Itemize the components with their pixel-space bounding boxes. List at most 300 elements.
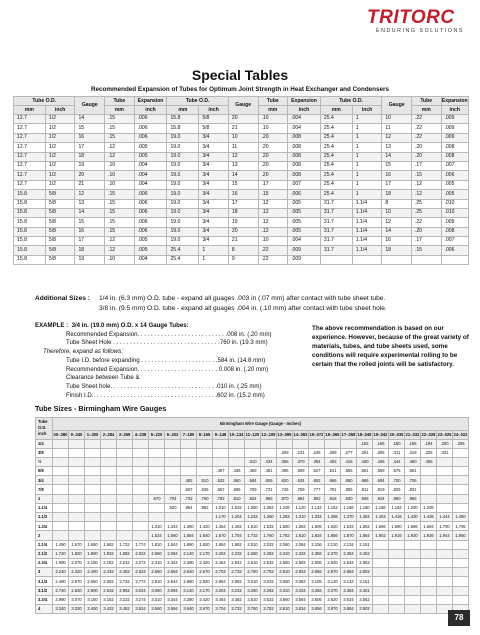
table-cell: 3.032 <box>261 577 277 586</box>
table-cell <box>437 485 453 494</box>
table-cell: 25.4 <box>320 180 352 189</box>
table-cell <box>373 595 389 604</box>
table-cell: .009 <box>441 115 468 124</box>
table-cell: 2.151 <box>357 540 373 549</box>
table-cell: 19.0 <box>167 161 199 170</box>
table-row <box>36 522 469 531</box>
table-cell: 1.774 <box>133 540 149 549</box>
table-cell: 2.820 <box>69 586 85 595</box>
table-cell: 3.640 <box>181 604 197 613</box>
table-cell: 2.310 <box>149 558 165 567</box>
table-row <box>36 604 469 613</box>
expansion-table-body <box>14 115 469 265</box>
table-cell: 2.432 <box>101 568 117 577</box>
table-cell <box>101 467 117 476</box>
table-cell <box>69 522 85 531</box>
table-cell: 1.532 <box>261 522 277 531</box>
table-cell: 3.232 <box>117 595 133 604</box>
table-cell: 2.902 <box>357 568 373 577</box>
table-cell <box>117 457 133 466</box>
table-cell: .356 <box>277 457 293 466</box>
table-cell: 1.1/4 <box>352 218 382 227</box>
table-cell <box>352 255 382 264</box>
table-row <box>36 595 469 604</box>
table-cell: 2.634 <box>341 558 357 567</box>
table-cell: .709 <box>245 485 261 494</box>
table-row <box>14 143 469 152</box>
recommendation-note: The above recommendation is based on our experience. However, because of the great variety of materials, tubes, and tube sheets used, some conditions will require experimental rolling to be certain that the rolled joints will be satisfactory. <box>312 325 469 368</box>
table-cell <box>117 476 133 485</box>
table-cell: 14 <box>75 208 105 217</box>
table-cell <box>85 494 101 503</box>
table-cell <box>320 255 352 264</box>
table-cell: 1.420 <box>197 522 213 531</box>
th-gauge: 3-.259 <box>117 431 133 440</box>
bwg-table <box>35 417 469 614</box>
table-cell: .12 <box>258 218 288 227</box>
table-cell: .810 <box>229 494 245 503</box>
table-row <box>14 161 469 170</box>
table-cell: 3.120 <box>325 577 341 586</box>
table-cell: 2.606 <box>309 558 325 567</box>
table-cell: .10 <box>105 161 135 170</box>
table-cell: 1/2 <box>45 161 75 170</box>
th-gauge: 0-.340 <box>69 431 85 440</box>
table-cell: 10 <box>382 208 412 217</box>
table-cell: 3.274 <box>133 595 149 604</box>
table-cell <box>421 595 437 604</box>
table-cell: .370 <box>293 457 309 466</box>
table-cell <box>197 513 213 522</box>
table-cell <box>181 457 197 466</box>
table-cell <box>149 448 165 457</box>
table-cell: 1.954 <box>213 540 229 549</box>
table-cell: 25.4 <box>320 190 352 199</box>
row-od: 3 <box>36 568 53 577</box>
table-cell: .15 <box>105 208 135 217</box>
table-cell: 25.4 <box>320 115 352 124</box>
table-cell: .20 <box>258 152 288 161</box>
table-cell: 19.0 <box>167 152 199 161</box>
table-cell: 2.370 <box>325 549 341 558</box>
table-row <box>14 124 469 133</box>
table-cell: .384 <box>309 457 325 466</box>
th-gauge: 7-.180 <box>181 431 197 440</box>
table-cell: 25.4 <box>167 246 199 255</box>
table-cell: .12 <box>411 190 441 199</box>
table-cell: 15.8 <box>14 255 46 264</box>
row-od: 4 <box>36 604 53 613</box>
table-cell: 2.260 <box>245 549 261 558</box>
table-cell: 1.810 <box>293 531 309 540</box>
table-cell <box>373 568 389 577</box>
table-cell: .20 <box>258 143 288 152</box>
table-cell: 3.401 <box>357 586 373 595</box>
table-cell: .006 <box>134 190 167 199</box>
table-cell <box>453 485 469 494</box>
table-cell: .17 <box>411 161 441 170</box>
table-cell: .436 <box>373 457 389 466</box>
table-cell: 2.650 <box>85 577 101 586</box>
table-cell: 3.560 <box>277 595 293 604</box>
table-cell: .561 <box>357 467 373 476</box>
table-cell: 10 <box>228 133 258 142</box>
table-cell <box>101 503 117 512</box>
table-cell: 3.454 <box>213 595 229 604</box>
table-cell: 1.430 <box>405 513 421 522</box>
table-cell: 16 <box>382 171 412 180</box>
row-od: 1.3/4 <box>36 522 53 531</box>
table-cell: 1/2 <box>45 152 75 161</box>
table-cell <box>453 577 469 586</box>
table-cell: 10 <box>382 115 412 124</box>
table-cell: .008 <box>288 133 321 142</box>
table-cell: 3/4 <box>199 133 229 142</box>
table-cell <box>437 549 453 558</box>
table-cell: 3.510 <box>245 595 261 604</box>
table-cell: .22 <box>411 133 441 142</box>
row-od: 2.1/2 <box>36 549 53 558</box>
table-row <box>36 549 469 558</box>
table-cell: .17 <box>258 180 288 189</box>
table-cell: 2.954 <box>213 577 229 586</box>
table-cell: .006 <box>441 246 468 255</box>
table-cell <box>165 513 181 522</box>
table-cell: 1.436 <box>421 513 437 522</box>
table-cell: 15.8 <box>167 115 199 124</box>
table-cell <box>149 476 165 485</box>
table-cell: 2.320 <box>69 568 85 577</box>
table-cell: 3.060 <box>149 586 165 595</box>
table-cell <box>53 467 69 476</box>
table-cell: 12 <box>382 133 412 142</box>
table-cell <box>405 549 421 558</box>
additional-line-1: 1/4 in. (6.3 mm) O.D. tube - expand all guages .003 in (.07 mm) after contact with tube sheet tube. <box>99 295 386 302</box>
table-row <box>36 568 469 577</box>
table-cell: 2.402 <box>357 549 373 558</box>
th-tube-od-2: Tube O.D. <box>167 97 228 106</box>
table-cell: .954 <box>181 503 197 512</box>
logo-tagline: ENDURING SOLUTIONS <box>376 28 464 34</box>
table-cell <box>421 549 437 558</box>
table-cell: 2.070 <box>69 558 85 567</box>
table-cell: 1.170 <box>213 513 229 522</box>
table-cell: .416 <box>341 457 357 466</box>
table-cell: 2.760 <box>245 568 261 577</box>
table-cell: .005 <box>134 246 167 255</box>
table-cell: 1/2 <box>45 180 75 189</box>
table-cell: 14 <box>75 115 105 124</box>
table-cell: .10 <box>258 124 288 133</box>
table-cell: 3/4 <box>199 199 229 208</box>
table-cell <box>453 503 469 512</box>
table-cell: 1.920 <box>197 540 213 549</box>
th-unit: mm <box>105 106 135 115</box>
table-cell: .005 <box>134 152 167 161</box>
table-cell <box>149 439 165 448</box>
table-row <box>36 577 469 586</box>
table-cell <box>117 494 133 503</box>
table-cell: 2.170 <box>197 549 213 558</box>
table-cell: 13 <box>382 143 412 152</box>
table-cell: 16 <box>228 190 258 199</box>
table-cell: 19.0 <box>167 218 199 227</box>
table-cell: 2.182 <box>101 558 117 567</box>
table-cell: 2.482 <box>117 568 133 577</box>
table-cell: 1.950 <box>453 531 469 540</box>
table-cell <box>165 485 181 494</box>
table-cell <box>373 549 389 558</box>
table-cell <box>149 467 165 476</box>
table-cell: 3.620 <box>325 595 341 604</box>
table-row <box>36 457 469 466</box>
table-cell: 25.4 <box>320 161 352 170</box>
table-cell: 5/8 <box>45 237 75 246</box>
table-cell: .10 <box>258 115 288 124</box>
table-cell <box>133 439 149 448</box>
table-cell: .15 <box>105 124 135 133</box>
table-cell: .606 <box>261 476 277 485</box>
table-cell: 3.902 <box>357 604 373 613</box>
table-cell: 2.390 <box>181 558 197 567</box>
row-od: 5/8 <box>36 467 53 476</box>
table-cell: 2.732 <box>117 577 133 586</box>
table-cell: 16 <box>75 133 105 142</box>
table-cell: 1.820 <box>69 549 85 558</box>
table-cell: 1.990 <box>53 558 69 567</box>
table-cell <box>133 513 149 522</box>
table-cell: 20 <box>75 171 105 180</box>
table-cell <box>421 476 437 485</box>
table-cell: 1 <box>352 180 382 189</box>
table-cell <box>373 540 389 549</box>
table-cell: 2.682 <box>101 577 117 586</box>
table-cell <box>149 457 165 466</box>
table-cell <box>405 604 421 613</box>
table-row <box>36 558 469 567</box>
table-cell: .009 <box>288 246 321 255</box>
table-cell: 1.380 <box>181 522 197 531</box>
table-cell: 17 <box>228 199 258 208</box>
th-expansion-1: Expansion <box>134 97 167 106</box>
table-cell <box>133 494 149 503</box>
table-cell: 1.810 <box>149 540 165 549</box>
table-cell: 1/2 <box>45 115 75 124</box>
table-cell: 12.7 <box>14 143 46 152</box>
table-cell: 2.120 <box>325 540 341 549</box>
table-cell <box>85 531 101 540</box>
table-cell: 11 <box>382 124 412 133</box>
table-cell: .657 <box>213 485 229 494</box>
th-gauge: 21-.032 <box>405 431 421 440</box>
table-row <box>14 180 469 189</box>
additional-line-2: 3/8 in. (9.5 mm) O.D. tube - expand all guages .004 in. (.10 mm) after contact with tube sheet hole. <box>99 305 387 313</box>
table-row <box>36 494 469 503</box>
example-line: Tube I.D. before expanding . . . . . . . . . . . . . . . . . . . . . . .584 in. (14.8 mm) <box>66 356 266 364</box>
table-cell: 3/4 <box>199 208 229 217</box>
table-cell: 1.760 <box>261 531 277 540</box>
table-cell: 1.936 <box>421 531 437 540</box>
th-unit: mm <box>14 106 46 115</box>
table-cell <box>69 457 85 466</box>
table-cell <box>69 439 85 448</box>
table-cell: 1.334 <box>309 513 325 522</box>
table-cell: 19 <box>75 255 105 264</box>
table-cell <box>53 503 69 512</box>
table-cell: 3.140 <box>181 586 197 595</box>
table-row <box>14 227 469 236</box>
table-cell: .310 <box>245 457 261 466</box>
table-cell: .005 <box>288 199 321 208</box>
table-cell: 2.510 <box>245 558 261 567</box>
table-cell: 1.704 <box>229 531 245 540</box>
table-cell: 2.384 <box>341 549 357 558</box>
table-cell: .20 <box>411 143 441 152</box>
table-cell <box>437 494 453 503</box>
table-cell: 1 <box>199 255 229 264</box>
table-cell <box>453 494 469 503</box>
table-cell: 8 <box>228 246 258 255</box>
table1-title: Recommended Expansion of Tubes for Optimum Joint Strength in Heat Exchanger and Condensers <box>91 86 389 93</box>
table-cell: 2.334 <box>293 549 309 558</box>
table-cell: 2.732 <box>229 568 245 577</box>
table-cell: .12 <box>411 180 441 189</box>
table-cell: 15 <box>75 218 105 227</box>
table-cell: 3.606 <box>309 595 325 604</box>
table-cell: 1.1/4 <box>352 227 382 236</box>
table-cell: 3/4 <box>199 143 229 152</box>
table-cell <box>53 522 69 531</box>
table-cell: .870 <box>277 494 293 503</box>
table-cell <box>181 513 197 522</box>
table-cell: .704 <box>165 494 181 503</box>
th-gauge: 18-.049 <box>357 431 373 440</box>
table-cell <box>53 513 69 522</box>
table-row <box>36 513 469 522</box>
table-cell: 19.0 <box>167 199 199 208</box>
table-cell <box>389 568 405 577</box>
table-cell <box>437 457 453 466</box>
table-cell: 3.320 <box>69 604 85 613</box>
table-cell <box>53 485 69 494</box>
table-cell: .259 <box>325 448 341 457</box>
table-cell <box>117 448 133 457</box>
th-gauge: 4-.238 <box>133 431 149 440</box>
table-cell: .15 <box>258 190 288 199</box>
table-cell <box>85 476 101 485</box>
table-cell: .008 <box>288 152 321 161</box>
th-od-word3: inch <box>38 431 47 437</box>
table-cell: 1.1/4 <box>352 199 382 208</box>
table-cell <box>181 448 197 457</box>
table-cell <box>453 540 469 549</box>
table-cell: 12 <box>382 218 412 227</box>
table-cell: .920 <box>165 503 181 512</box>
table-cell: 1.902 <box>373 531 389 540</box>
table-cell: .20 <box>258 171 288 180</box>
table-cell: .311 <box>389 448 405 457</box>
table-cell: 3.884 <box>341 604 357 613</box>
tritorc-logo <box>367 8 473 34</box>
table-cell: 2.810 <box>277 568 293 577</box>
table-cell: .15 <box>105 115 135 124</box>
table-cell: 1.010 <box>213 503 229 512</box>
table-cell: 1.166 <box>341 503 357 512</box>
table-cell: 12.7 <box>14 171 46 180</box>
table-cell <box>165 439 181 448</box>
table-cell <box>133 448 149 457</box>
table-cell <box>85 467 101 476</box>
table-cell: .006 <box>441 171 468 180</box>
table-cell: .334 <box>261 457 277 466</box>
th-gauge: 17-.058 <box>341 431 357 440</box>
table-cell: .194 <box>421 439 437 448</box>
table-cell: 3/4 <box>199 218 229 227</box>
table-cell: .006 <box>134 124 167 133</box>
table-cell: .670 <box>149 494 165 503</box>
table-cell <box>53 531 69 540</box>
table-cell: 3/4 <box>199 190 229 199</box>
table-cell <box>437 595 453 604</box>
table-cell: .936 <box>357 494 373 503</box>
table-cell: 15 <box>75 124 105 133</box>
table-cell <box>117 485 133 494</box>
table-cell <box>405 595 421 604</box>
table-cell: .008 <box>441 227 468 236</box>
table-cell: .22 <box>411 218 441 227</box>
table-cell <box>101 494 117 503</box>
table-cell: 1.620 <box>325 522 341 531</box>
table-cell <box>69 448 85 457</box>
table-cell <box>405 568 421 577</box>
table-cell <box>165 448 181 457</box>
table-cell: 1.700 <box>437 522 453 531</box>
table-cell: .180 <box>389 439 405 448</box>
table-cell <box>53 457 69 466</box>
table-cell: 2.900 <box>85 586 101 595</box>
table-cell: 2.584 <box>293 558 309 567</box>
table-cell: 12.7 <box>14 161 46 170</box>
table-row <box>14 218 469 227</box>
th-gauge: 14-.083 <box>293 431 309 440</box>
table-cell: 1.310 <box>149 522 165 531</box>
th-gauge: 13-.095 <box>277 431 293 440</box>
table-cell: 31.7 <box>320 227 352 236</box>
table-cell <box>437 467 453 476</box>
table-cell: 2.140 <box>181 549 197 558</box>
table-cell: 1 <box>352 124 382 133</box>
table-cell: 1.932 <box>101 549 117 558</box>
table-cell: .20 <box>258 161 288 170</box>
table-cell <box>453 558 469 567</box>
table-cell: 3.310 <box>277 586 293 595</box>
table-cell: 2.274 <box>133 558 149 567</box>
table-cell <box>421 558 437 567</box>
row-od: 3.3/4 <box>36 595 53 604</box>
table-cell <box>373 586 389 595</box>
th-gauge: 22-.028 <box>421 431 437 440</box>
table-cell: .759 <box>293 485 309 494</box>
table-cell: 3.782 <box>261 604 277 613</box>
table-cell: .20 <box>411 227 441 236</box>
table-cell: 2.890 <box>181 577 197 586</box>
table-cell <box>117 503 133 512</box>
example-line: Tube Sheet Hole . . . . . . . . . . . . . . . . . . . . . . . . . . . . . . . .760 in. (19.3 mm) <box>66 339 268 347</box>
table-cell <box>85 439 101 448</box>
table-cell <box>213 448 229 457</box>
table-cell <box>101 448 117 457</box>
table-cell: 1.650 <box>85 540 101 549</box>
